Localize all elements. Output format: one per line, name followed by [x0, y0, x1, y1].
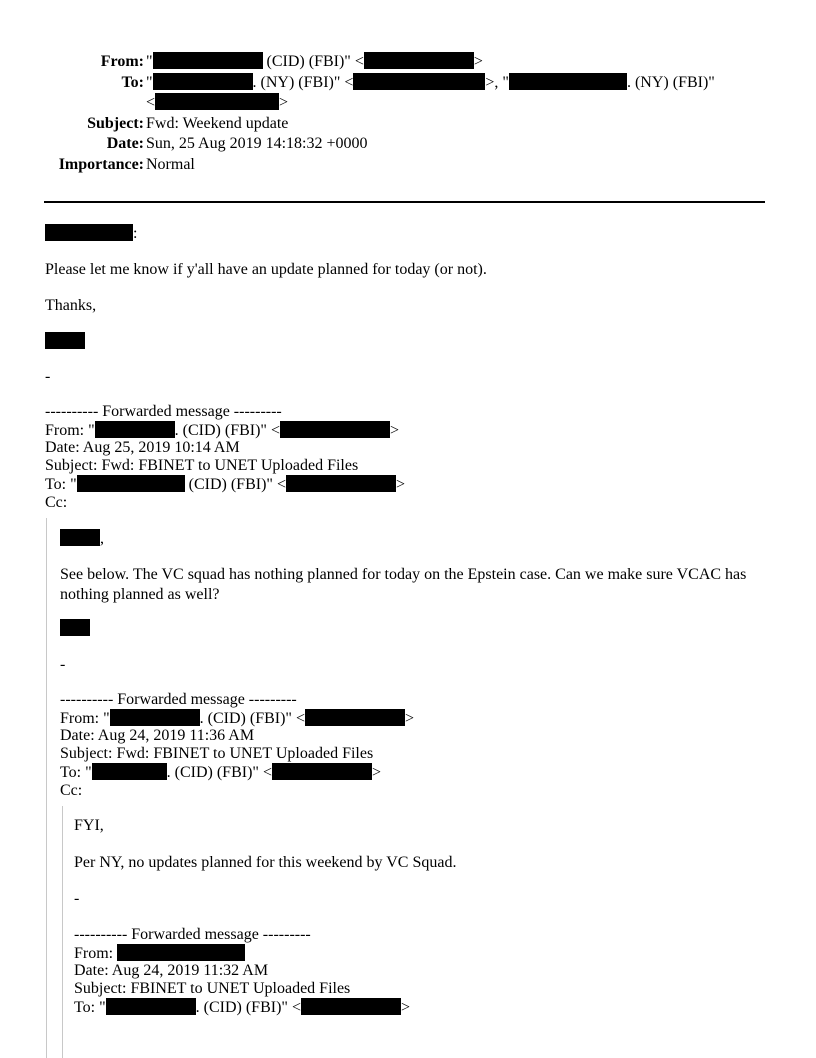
- forward-to: To: " (CID) (FBI)" < >: [45, 475, 405, 493]
- body-line: Please let me know if y'all have an update planned for today (or not).: [45, 261, 487, 278]
- redaction-block: [117, 944, 245, 961]
- redaction-block: [364, 52, 474, 69]
- redaction-block: [509, 73, 627, 90]
- forward-cc: Cc:: [45, 493, 68, 511]
- redaction-block: [60, 529, 100, 546]
- to-value-cont: < >: [146, 94, 289, 111]
- header-to-row: [0, 73, 816, 94]
- forward-2-fyi: FYI,: [74, 817, 104, 834]
- thanks-line: Thanks,: [45, 297, 97, 314]
- forward-title: ---------- Forwarded message ---------: [60, 691, 297, 708]
- from-value: " (CID) (FBI)" < >: [146, 53, 483, 70]
- forward-3-header: [74, 926, 410, 1017]
- forward-2-header: [60, 691, 414, 799]
- from-label: From:: [100, 53, 144, 70]
- redaction-block: [92, 763, 167, 780]
- redaction-block: [305, 709, 405, 726]
- redaction-block: [301, 998, 401, 1015]
- forward-title: ---------- Forwarded message ---------: [45, 403, 282, 420]
- forward-1-greeting: ,: [60, 529, 104, 548]
- redaction-block: [110, 709, 200, 726]
- forward-title: ---------- Forwarded message ---------: [74, 926, 311, 943]
- redaction-block: [153, 73, 253, 90]
- signature: [45, 332, 85, 351]
- email-header: [0, 52, 816, 175]
- importance-label: Importance:: [58, 155, 144, 173]
- redaction-block: [77, 475, 185, 492]
- forward-to: To: " . (CID) (FBI)" < >: [74, 998, 410, 1016]
- redaction-block: [272, 763, 372, 780]
- redaction-block: [60, 619, 90, 636]
- header-divider: [44, 201, 765, 203]
- redaction-block: [95, 421, 175, 438]
- date-label: Date:: [106, 135, 144, 152]
- dash-line: -: [45, 368, 51, 385]
- redaction-block: [45, 224, 133, 241]
- forward-1-signature: [60, 619, 90, 638]
- forward-from: From:: [74, 944, 410, 963]
- redaction-block: [45, 332, 85, 349]
- forward-from: From: " . (CID) (FBI)" < >: [45, 421, 400, 439]
- forward-2-body: Per NY, no updates planned for this weekend by VC Squad.: [74, 854, 457, 871]
- redaction-block: [280, 421, 390, 438]
- forward-subject: Subject: Fwd: FBINET to UNET Uploaded Files: [45, 457, 359, 475]
- redaction-block: [106, 998, 196, 1015]
- subject-label: Subject:: [87, 114, 144, 132]
- forward-1-body: See below. The VC squad has nothing planned for today on the Epstein case. Can we make sure VCAC has nothing planned as well?: [60, 566, 747, 603]
- redaction-block: [153, 52, 263, 69]
- header-date-row: [0, 134, 816, 155]
- forward-from: From: " . (CID) (FBI)" < >: [60, 709, 415, 727]
- redaction-block: [155, 93, 279, 110]
- forward-date: Date: Aug 24, 2019 11:32 AM: [74, 962, 269, 980]
- importance-value: Normal: [146, 155, 195, 173]
- header-from-row: [0, 52, 816, 73]
- subject-value: Fwd: Weekend update: [146, 114, 289, 132]
- forward-to: To: " . (CID) (FBI)" < >: [60, 763, 381, 781]
- header-importance-row: [0, 155, 816, 176]
- redaction-block: [286, 475, 396, 492]
- greeting-line: :: [45, 224, 137, 243]
- forward-1-header: [45, 403, 405, 511]
- forward-subject: Subject: FBINET to UNET Uploaded Files: [74, 980, 351, 998]
- redaction-block: [353, 73, 485, 90]
- forward-cc: Cc:: [60, 781, 83, 799]
- header-to-row-cont: [0, 93, 816, 114]
- to-value: " . (NY) (FBI)" < >, " . (NY) (FBI)": [146, 73, 715, 91]
- forward-date: Date: Aug 24, 2019 11:36 AM: [60, 727, 255, 745]
- forward-date: Date: Aug 25, 2019 10:14 AM: [45, 439, 240, 457]
- forward-1-dash: -: [60, 656, 66, 673]
- to-label: To:: [121, 73, 144, 91]
- forward-subject: Subject: Fwd: FBINET to UNET Uploaded Files: [60, 745, 374, 763]
- forward-2-dash: -: [74, 890, 80, 907]
- header-subject-row: [0, 114, 816, 135]
- date-value: Sun, 25 Aug 2019 14:18:32 +0000: [146, 135, 368, 152]
